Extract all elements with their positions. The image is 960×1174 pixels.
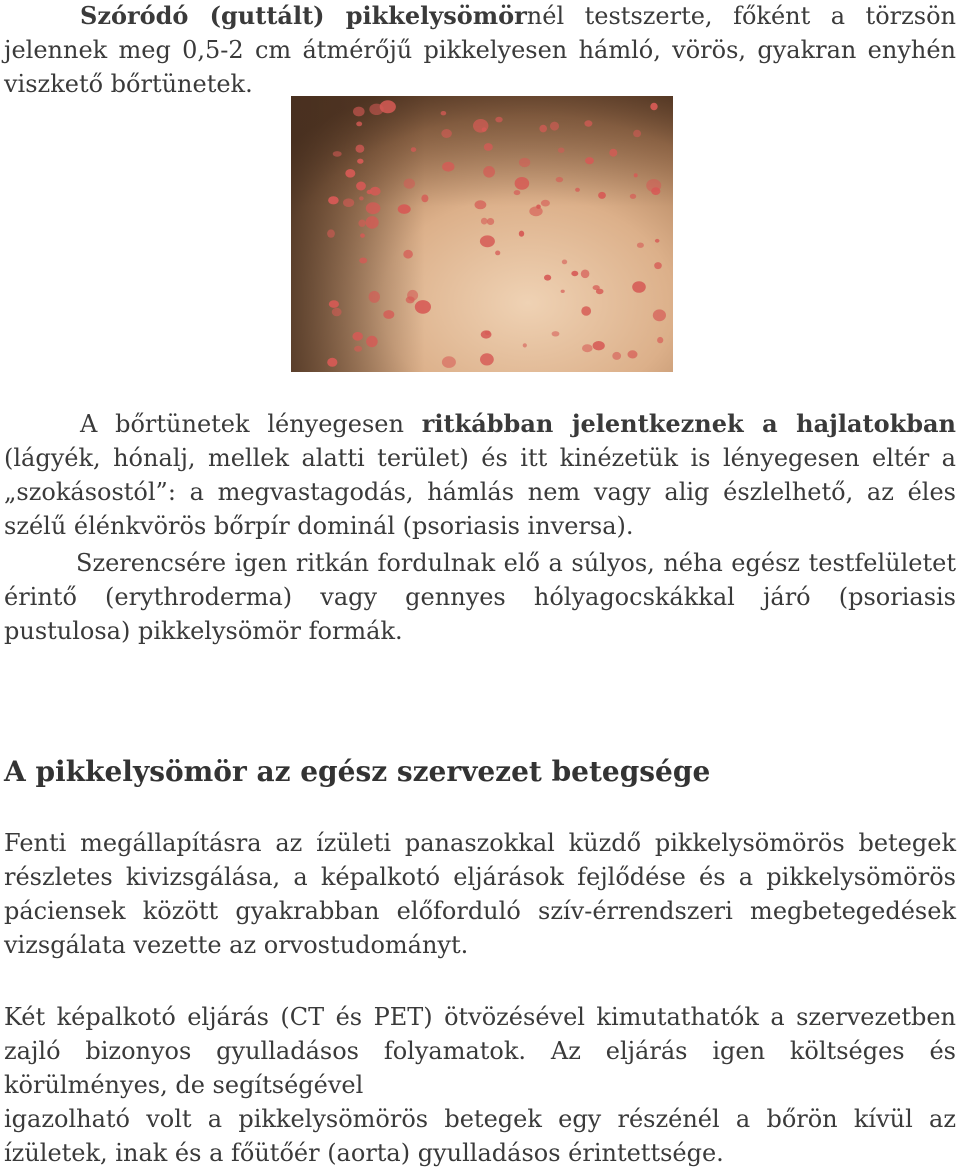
lesion-spot	[495, 251, 500, 256]
lesion-spot	[356, 182, 366, 191]
lesion-spot	[421, 195, 428, 203]
document-page	[4, 0, 957, 1167]
lesion-spot	[352, 332, 363, 341]
lesion-spot	[329, 300, 339, 308]
lesion-spot	[403, 250, 413, 259]
lesion-spot	[485, 331, 491, 336]
lesion-spot	[484, 143, 493, 151]
lesion-spot	[556, 177, 563, 182]
lesion-spot	[366, 336, 378, 347]
lesion-spot	[411, 147, 416, 152]
lesion-spot	[327, 358, 337, 367]
lesion-spot	[582, 344, 593, 352]
lesion-spot	[575, 188, 580, 192]
lesion-spot	[345, 169, 355, 178]
lesion-spot	[628, 350, 638, 358]
lesion-spot	[633, 130, 641, 137]
lesion-spot	[550, 122, 559, 131]
lesion-spot	[637, 243, 644, 248]
lesion-spot	[653, 309, 666, 321]
lesion-spot	[584, 120, 592, 126]
lesion-spot	[366, 202, 381, 214]
lesion-spot	[370, 187, 381, 196]
lesion-spot	[544, 275, 551, 281]
lesion-spot	[360, 233, 365, 237]
lesion-spot	[609, 149, 617, 157]
lesion-spot	[481, 218, 488, 225]
lesion-spot	[539, 125, 547, 133]
lesion-spot	[646, 179, 661, 192]
lesion-spot	[441, 111, 447, 115]
lesion-spot	[357, 159, 363, 164]
lesion-spot	[407, 290, 418, 301]
guttate-description: nél testszerte, főként a törzsön jelennek meg 0,5-2 cm átmérőjű pikkelyesen hámló, vörös, gyakran enyhén viszkető bőrtünetek.	[4, 2, 956, 98]
flexural-emphasis: ritkábban jelentkeznek a hajlatokban	[421, 409, 957, 438]
lesion-spot	[552, 331, 560, 336]
lesion-spot	[541, 200, 550, 207]
lesion-spot	[657, 337, 663, 343]
lesion-spot	[515, 177, 530, 190]
lesion-spot	[536, 205, 541, 209]
lesion-spot	[480, 353, 494, 365]
lesion-spot	[354, 346, 362, 352]
lesion-spot	[356, 145, 365, 153]
lesion-spot	[358, 220, 365, 227]
lesion-spot	[487, 218, 494, 225]
guttate-paragraph	[4, 0, 956, 101]
lesion-spot	[441, 129, 452, 138]
lesion-spot	[654, 262, 662, 269]
lesion-spot	[359, 196, 364, 200]
lesion-spot	[634, 173, 638, 177]
lesion-spot	[327, 229, 335, 237]
flexural-paragraph	[4, 407, 956, 543]
lesion-spot	[369, 291, 380, 303]
lesion-spot	[473, 119, 488, 133]
lesion-spot	[655, 239, 660, 243]
lesion-spot	[593, 341, 605, 350]
lesion-spot	[359, 258, 367, 264]
guttate-psoriasis-photo	[291, 96, 673, 372]
lesion-spot	[632, 281, 646, 293]
lesion-spot	[630, 194, 636, 199]
section-heading: A pikkelysömör az egész szervezet betegsége	[4, 755, 711, 788]
skin-photo-illustration	[291, 96, 673, 372]
lesion-spot	[442, 356, 456, 368]
lesion-spot	[558, 148, 565, 153]
lesion-spot	[415, 300, 431, 314]
lesion-spot	[495, 117, 502, 123]
lesion-spot	[519, 231, 524, 237]
lesion-spot	[343, 198, 354, 207]
lesion-spot	[561, 290, 565, 293]
lesion-spot	[514, 190, 521, 195]
lesion-spot	[593, 285, 600, 290]
lesion-spot	[383, 310, 394, 319]
section-paragraph-2: Két képalkotó eljárás (CT és PET) ötvözésével kimutathatók a szervezetben zajló bizonyos gyulladásos folyamatok. Az eljárás igen költséges és körülményes, de segítségével	[4, 1003, 956, 1099]
lesion-spot	[404, 179, 415, 189]
lesion-spot	[480, 235, 495, 247]
lesion-spot	[332, 308, 342, 317]
lesion-spot	[442, 162, 454, 172]
lesion-spot	[519, 158, 530, 167]
flexural-intro: A bőrtünetek lényegesen	[80, 410, 422, 438]
lesion-spot	[353, 107, 365, 117]
lesion-spot	[571, 271, 578, 276]
lesion-spot	[612, 352, 621, 360]
lesion-spot	[529, 206, 542, 216]
lesion-spot	[581, 306, 591, 316]
lesion-spot	[366, 216, 379, 229]
lesion-spot	[523, 343, 527, 347]
lesion-spot	[483, 166, 495, 178]
lesion-spot	[398, 204, 411, 214]
lesion-spot	[585, 157, 594, 164]
section-paragraph-3: igazolható volt a pikkelysömörös betegek egy részénél a bőrön kívül az ízületek, inak és a főütőér (aorta) gyulladásos érintettsége.	[4, 1105, 956, 1167]
lesion-spot	[356, 122, 362, 127]
lesion-spot	[369, 104, 383, 115]
rare-forms-paragraph: Szerencsére igen ritkán fordulnak elő a súlyos, néha egész testfelületet érintő (erythroderma) vagy gennyes hólyagocskákkal járó (psoriasis pustulosa) pikkelysömör formák.	[4, 549, 956, 645]
lesion-spot	[650, 103, 657, 111]
lesion-spot	[581, 270, 590, 279]
lesion-spot	[562, 260, 567, 265]
section-paragraph-1: Fenti megállapításra az ízületi panaszokkal küzdő pikkelysömörös betegek részletes kivizsgálása, a képalkotó eljárások fejlődése és a pikkelysömörös páciensek között gyakrabban előforduló szív-érrendszeri megbetegedések vizsgálata vezette az orvostudományt.	[4, 829, 956, 959]
lesion-spot	[333, 151, 342, 157]
lesion-spot	[598, 192, 606, 199]
flexural-detail: (lágyék, hónalj, mellek alatti terület) és itt kinézetük is lényegesen eltér a „szokásostól”: a megvastagodás, hámlás nem vagy alig észlelhető, az éles szélű élénkvörös bőrpír dominál (psoriasis inversa).	[4, 444, 956, 540]
guttate-term: Szóródó (guttált) pikkelysömör	[80, 1, 527, 30]
lesion-spot	[328, 196, 339, 204]
lesion-spot	[475, 200, 487, 209]
